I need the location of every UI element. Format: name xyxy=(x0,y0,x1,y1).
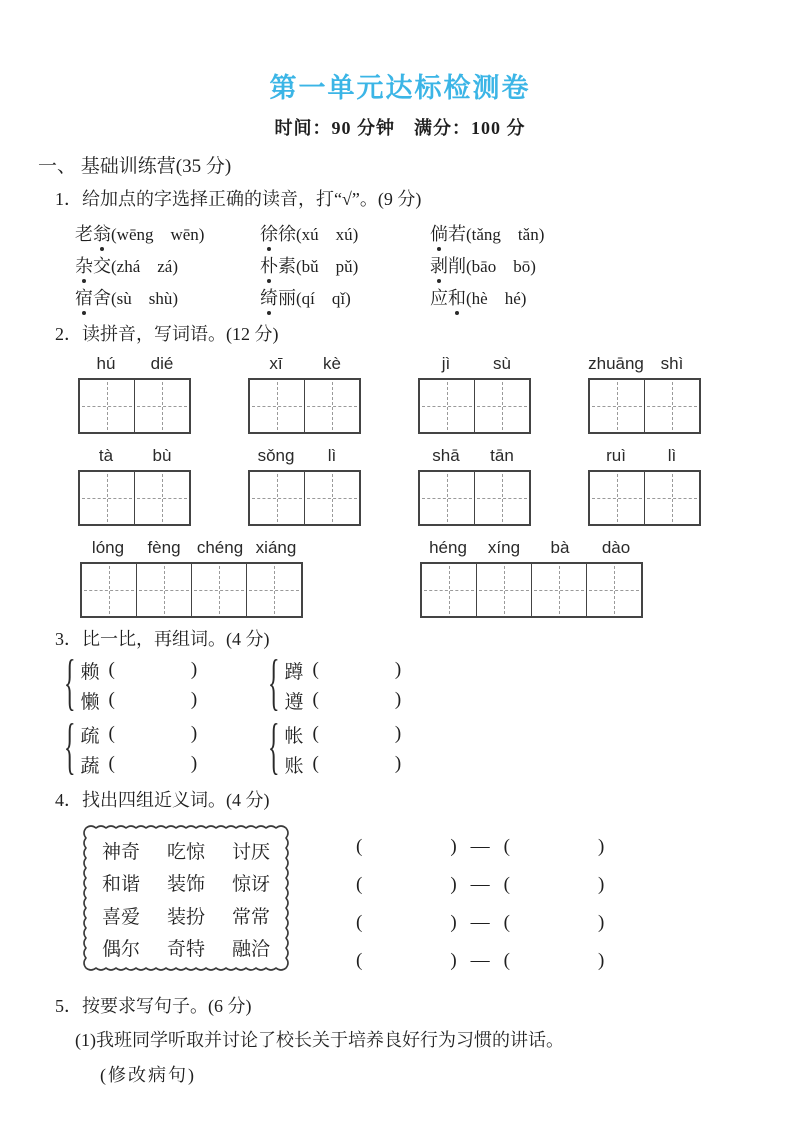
paren-open: ( xyxy=(312,753,319,774)
brace-glyph: { xyxy=(64,649,76,718)
answer-cell xyxy=(134,472,189,524)
bank-word: 融洽 xyxy=(231,938,270,960)
word-with-pinyin xyxy=(260,220,430,246)
pinyin-syllable: xíng xyxy=(487,538,521,557)
pinyin-grid-group xyxy=(78,354,191,434)
pinyin-options: (bāo bō) xyxy=(466,257,536,276)
pinyin-labels xyxy=(248,446,361,470)
writing-grid xyxy=(418,470,531,526)
word-bank-box xyxy=(80,820,292,976)
paren-open: ( xyxy=(503,950,510,971)
answer-cell xyxy=(476,564,531,616)
pinyin-options: (bǔ pǔ) xyxy=(296,257,359,276)
answer-cell xyxy=(531,564,586,616)
bank-word: 惊讶 xyxy=(231,874,270,896)
q3-heading: 3．比一比，再组词。(4 分) xyxy=(55,629,270,649)
pinyin-syllable: xiáng xyxy=(255,538,297,557)
match-row xyxy=(356,942,604,980)
pinyin-labels xyxy=(588,446,701,470)
word-with-pinyin xyxy=(430,284,615,310)
bank-word: 奇特 xyxy=(166,938,205,960)
pinyin-syllable: chéng xyxy=(196,538,244,557)
compare-pair xyxy=(268,713,472,782)
bank-word: 吃惊 xyxy=(166,842,205,863)
compare-char: 蔬 xyxy=(80,755,100,777)
compare-char: 账 xyxy=(284,755,304,777)
pinyin-options: (xú xú) xyxy=(296,225,359,244)
paren-close: ) xyxy=(597,950,605,971)
answer-cell xyxy=(422,564,476,616)
bank-word: 常常 xyxy=(231,906,270,928)
q1-row xyxy=(75,249,800,281)
bank-word: 偶尔 xyxy=(102,938,141,960)
pinyin-syllable: sǒng xyxy=(257,446,295,465)
paren-close: ) xyxy=(190,753,198,774)
pinyin-labels xyxy=(418,446,531,470)
answer-cell xyxy=(644,380,699,432)
dotted-char: 和 xyxy=(448,284,466,310)
dash: — xyxy=(470,950,490,971)
pinyin-options: (sù shù) xyxy=(111,289,179,308)
q1-row xyxy=(75,281,800,313)
compare-char: 遵 xyxy=(284,691,304,713)
word-with-pinyin xyxy=(75,252,260,278)
pinyin-syllable: fèng xyxy=(147,538,181,557)
paren-open: ( xyxy=(108,659,115,680)
pair-lines xyxy=(81,720,198,778)
pinyin-syllable: bù xyxy=(152,446,172,465)
q5-heading: 5．按要求写句子。(6 分) xyxy=(55,996,252,1016)
dotted-char: 翁 xyxy=(93,220,111,246)
pinyin-grid-group xyxy=(418,354,531,434)
pair-lines xyxy=(285,656,402,714)
brace-glyph: { xyxy=(268,649,280,718)
bank-word: 和谐 xyxy=(102,874,141,896)
answer-cell xyxy=(644,472,699,524)
answer-cell xyxy=(420,472,474,524)
pinyin-grid-group xyxy=(248,354,361,434)
dash: — xyxy=(470,874,490,895)
word-bank-rows xyxy=(80,820,292,976)
match-row xyxy=(356,866,604,904)
answer-cell xyxy=(474,380,529,432)
bank-word: 讨厌 xyxy=(231,842,270,863)
pair-line xyxy=(285,750,402,778)
word-text: 徐 xyxy=(278,224,296,244)
paren-close: ) xyxy=(450,874,457,895)
answer-cell xyxy=(246,564,301,616)
pinyin-syllable: lì xyxy=(327,446,337,465)
paren-open: ( xyxy=(108,689,115,710)
bank-word: 喜爱 xyxy=(102,906,141,928)
pinyin-labels xyxy=(78,354,191,378)
pinyin-syllable: dào xyxy=(601,538,631,557)
word-text: 老 xyxy=(75,224,93,244)
paren-close: ) xyxy=(450,950,457,971)
q2-grid-row xyxy=(80,538,800,618)
word-bank-row xyxy=(102,934,270,961)
paren-close: ) xyxy=(597,912,605,933)
answer-cell xyxy=(250,380,304,432)
brace-glyph: { xyxy=(268,713,280,782)
pair-line xyxy=(285,720,402,748)
paren-close: ) xyxy=(597,836,605,857)
pinyin-syllable: lì xyxy=(667,446,677,465)
writing-grid xyxy=(418,378,531,434)
pinyin-labels xyxy=(80,538,304,562)
word-with-pinyin xyxy=(75,220,260,246)
pinyin-syllable: jì xyxy=(441,354,451,373)
word-with-pinyin xyxy=(430,220,615,246)
paren-close: ) xyxy=(394,723,402,744)
word-with-pinyin xyxy=(75,284,260,310)
q5-sentence-1: (1)我班同学听取并讨论了校长关于培养良好行为习惯的讲话。 xyxy=(75,1030,564,1050)
paren-close: ) xyxy=(394,753,402,774)
synonym-match-column xyxy=(356,820,604,980)
match-row xyxy=(356,828,604,866)
paren-open: ( xyxy=(312,659,319,680)
writing-grid xyxy=(248,378,361,434)
paren-open: ( xyxy=(503,912,510,933)
paren-open: ( xyxy=(356,950,363,971)
bank-word: 神奇 xyxy=(102,842,141,863)
pinyin-options: (zhá zá) xyxy=(111,257,179,276)
compare-pair xyxy=(64,713,268,782)
paren-open: ( xyxy=(356,874,363,895)
dotted-char: 徐 xyxy=(260,220,278,246)
paren-open: ( xyxy=(356,912,363,933)
pair-line xyxy=(285,686,402,714)
writing-grid xyxy=(588,470,701,526)
answer-cell xyxy=(250,472,304,524)
paren-open: ( xyxy=(503,836,510,857)
paren-open: ( xyxy=(108,753,115,774)
writing-grid xyxy=(588,378,701,434)
pinyin-syllable: hú xyxy=(96,354,116,373)
match-row xyxy=(356,904,604,942)
pinyin-syllable: tà xyxy=(98,446,114,465)
word-text: 丽 xyxy=(278,288,296,308)
paren-close: ) xyxy=(190,723,198,744)
word-text: 应 xyxy=(430,288,448,308)
q4-heading: 4．找出四组近义词。(4 分) xyxy=(55,790,270,810)
writing-grid xyxy=(78,378,191,434)
answer-cell xyxy=(80,472,134,524)
answer-cell xyxy=(82,564,136,616)
pinyin-syllable: shì xyxy=(660,354,684,373)
paren-close: ) xyxy=(394,659,402,680)
compare-char: 疏 xyxy=(80,725,100,747)
dotted-char: 绮 xyxy=(260,284,278,310)
compare-char: 赖 xyxy=(80,661,100,683)
writing-grid xyxy=(420,562,643,618)
pinyin-labels xyxy=(418,354,531,378)
page-title: 第一单元达标检测卷 xyxy=(269,73,531,103)
pinyin-syllable: kè xyxy=(323,354,341,373)
pinyin-options: (tǎng tǎn) xyxy=(466,225,545,244)
pinyin-syllable: dié xyxy=(150,354,174,373)
pinyin-syllable: xī xyxy=(269,354,283,373)
q2-heading: 2．读拼音，写词语。(12 分) xyxy=(55,324,279,344)
q2-grid-row xyxy=(78,354,800,434)
compare-char: 蹲 xyxy=(284,661,304,683)
pinyin-labels xyxy=(78,446,191,470)
compare-char: 帐 xyxy=(284,725,304,747)
pinyin-options: (qí qǐ) xyxy=(296,289,351,308)
brace-glyph: { xyxy=(64,713,76,782)
pinyin-options: (wēng wēn) xyxy=(111,225,205,244)
q3-pair-row xyxy=(64,713,800,782)
paren-open: ( xyxy=(503,874,510,895)
word-bank-row xyxy=(102,902,270,929)
section1-heading: 一、 基础训练营(35 分) xyxy=(38,156,232,177)
answer-cell xyxy=(136,564,191,616)
q5-instruction-note: (修改病句) xyxy=(100,1065,196,1085)
paren-open: ( xyxy=(312,723,319,744)
answer-cell xyxy=(590,472,644,524)
writing-grid xyxy=(78,470,191,526)
pinyin-syllable: lóng xyxy=(91,538,125,557)
q2-grid-row xyxy=(78,446,800,526)
pinyin-labels xyxy=(248,354,361,378)
word-bank-row xyxy=(102,869,270,896)
word-with-pinyin xyxy=(430,252,615,278)
word-text: 削 xyxy=(448,256,466,276)
answer-cell xyxy=(304,472,359,524)
dotted-char: 杂 xyxy=(75,252,93,278)
compare-char: 懒 xyxy=(80,691,100,713)
q1-word-list xyxy=(75,217,800,313)
answer-cell xyxy=(420,380,474,432)
dotted-char: 倘 xyxy=(430,220,448,246)
pair-line xyxy=(81,720,198,748)
paren-open: ( xyxy=(312,689,319,710)
writing-grid xyxy=(80,562,303,618)
answer-cell xyxy=(134,380,189,432)
answer-cell xyxy=(586,564,641,616)
dotted-char: 朴 xyxy=(260,252,278,278)
bank-word: 装扮 xyxy=(166,906,205,928)
dotted-char: 宿 xyxy=(75,284,93,310)
writing-grid xyxy=(248,470,361,526)
word-bank-row xyxy=(102,837,270,864)
paren-close: ) xyxy=(450,912,457,933)
paren-open: ( xyxy=(356,836,363,857)
pair-lines xyxy=(285,720,402,778)
pinyin-syllable: héng xyxy=(429,538,467,557)
word-text: 舍 xyxy=(93,288,111,308)
q4-body xyxy=(80,820,800,980)
q1-row xyxy=(75,217,800,249)
pair-line xyxy=(81,656,198,684)
paren-open: ( xyxy=(108,723,115,744)
dotted-char: 剥 xyxy=(430,252,448,278)
answer-cell xyxy=(191,564,246,616)
bank-word: 装饰 xyxy=(166,874,205,896)
paren-close: ) xyxy=(394,689,402,710)
compare-pair xyxy=(268,649,472,718)
pinyin-grid-group xyxy=(78,446,191,526)
paren-close: ) xyxy=(450,836,457,857)
word-text: 交 xyxy=(93,256,111,276)
pinyin-syllable: zhuāng xyxy=(588,354,644,373)
pinyin-labels xyxy=(420,538,644,562)
pinyin-syllable: sù xyxy=(493,354,511,373)
pair-line xyxy=(285,656,402,684)
paren-close: ) xyxy=(597,874,605,895)
pinyin-grid-group xyxy=(420,538,644,618)
pinyin-grid-group xyxy=(80,538,304,618)
q3-pair-row xyxy=(64,649,800,718)
word-with-pinyin xyxy=(260,252,430,278)
compare-pair xyxy=(64,649,268,718)
word-text: 素 xyxy=(278,256,296,276)
answer-cell xyxy=(304,380,359,432)
word-with-pinyin xyxy=(260,284,430,310)
pinyin-syllable: shā xyxy=(432,446,460,465)
pair-line xyxy=(81,750,198,778)
paren-close: ) xyxy=(190,689,198,710)
pinyin-syllable: tān xyxy=(490,446,514,465)
pinyin-grid-group xyxy=(588,446,701,526)
pinyin-grid-group xyxy=(248,446,361,526)
answer-cell xyxy=(590,380,644,432)
paren-close: ) xyxy=(190,659,198,680)
pinyin-syllable: ruì xyxy=(606,446,626,465)
pinyin-labels xyxy=(588,354,701,378)
answer-cell xyxy=(80,380,134,432)
pinyin-grid-group xyxy=(588,354,701,434)
pinyin-options: (hè hé) xyxy=(466,289,527,308)
dash: — xyxy=(470,836,490,857)
pinyin-grid-group xyxy=(418,446,531,526)
pair-line xyxy=(81,686,198,714)
word-text: 若 xyxy=(448,224,466,244)
q1-heading: 1．给加点的字选择正确的读音，打“√”。(9 分) xyxy=(55,189,422,209)
pair-lines xyxy=(81,656,198,714)
exam-meta: 时间：90 分钟 满分：100 分 xyxy=(274,118,526,138)
answer-cell xyxy=(474,472,529,524)
dash: — xyxy=(470,912,490,933)
pinyin-syllable: bà xyxy=(550,538,570,557)
